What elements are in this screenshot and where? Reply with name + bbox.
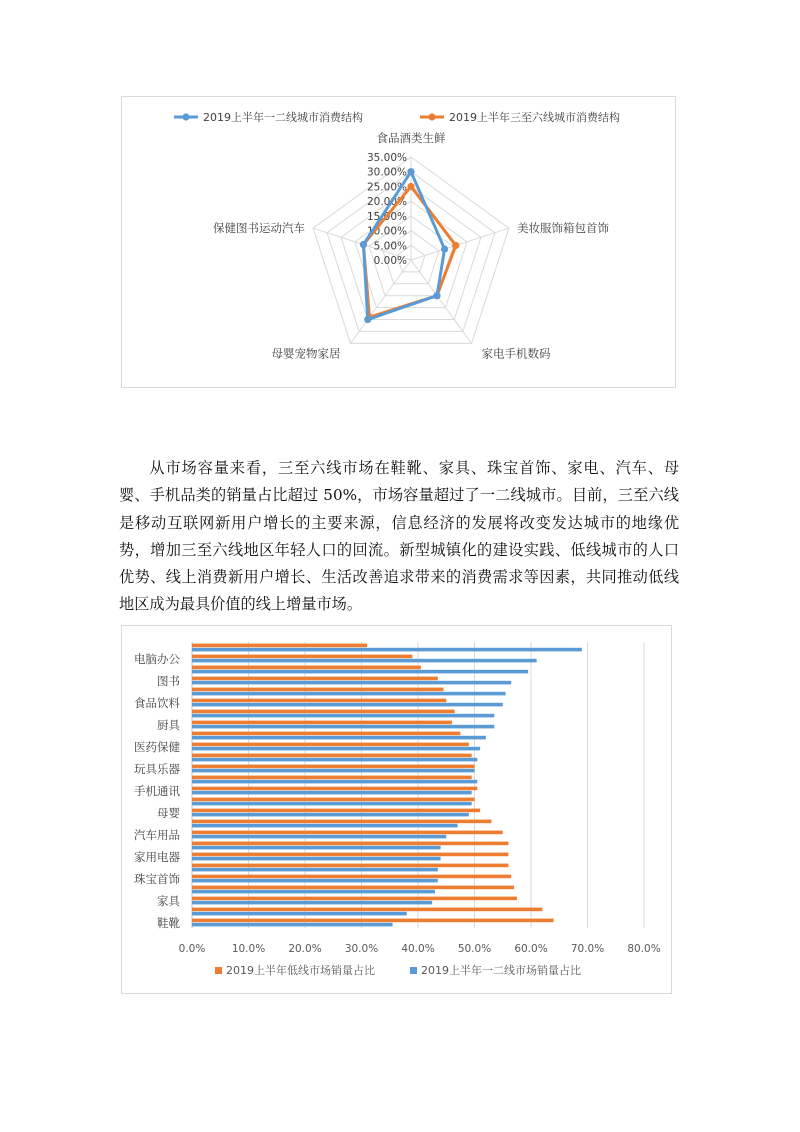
bar-x-tick-label: 10.0%: [231, 943, 266, 955]
bar-low-tier: [192, 798, 475, 802]
bar-top-tier: [192, 725, 494, 729]
bar-chart: [121, 625, 672, 994]
bar-low-tier: [192, 875, 511, 879]
bar-top-tier: [192, 879, 438, 883]
bar-grid: [192, 642, 644, 928]
body-paragraph: 从市场容量来看，三至六线市场在鞋靴、家具、珠宝首饰、家电、汽车、母婴、手机品类的销量占比超过 50%，市场容量超过了一二线城市。目前，三至六线是移动互联网新用户增长的主要来源，信息经济的发展将改变发达城市的地缘优势，增加三至六线地区年轻人口的回流。新型城镇化的建设实践、低线城市的人口优势、线上消费新用户增长、生活改善追求带来的消费需求等因素，共同推动低线地区成为最具价值的线上增量市场。: [119, 459, 679, 614]
bar-category-label: 图书: [157, 674, 180, 688]
bar-top-tier: [192, 758, 477, 762]
bar-low-tier: [192, 754, 472, 758]
bar-category-label: 手机通讯: [134, 784, 180, 798]
bar-top-tier: [192, 791, 472, 795]
legend-marker: [182, 113, 189, 120]
bar-low-tier: [192, 710, 455, 714]
bar-top-tier: [192, 912, 407, 916]
bar-category-label: 珠宝首饰: [134, 872, 180, 886]
bar-low-tier: [192, 699, 446, 703]
bar-low-tier: [192, 655, 412, 659]
bar-low-tier: [192, 831, 503, 835]
bar-category-labels: [134, 652, 180, 930]
legend-marker: [428, 113, 435, 120]
bar-low-tier: [192, 688, 443, 692]
radar-point: [452, 242, 459, 249]
bar-top-tier: [192, 857, 441, 861]
bar-low-tier: [192, 644, 367, 648]
bar-low-tier: [192, 919, 554, 923]
bar-low-tier: [192, 842, 508, 846]
bar-top-tier: [192, 802, 472, 806]
bar-low-tier: [192, 886, 514, 890]
radar-category-label: 母婴宠物家居: [271, 346, 341, 361]
bar-low-tier: [192, 743, 469, 747]
radar-tick-label: 10.00%: [366, 225, 407, 238]
bar-x-tick-labels: [179, 943, 661, 955]
radar-point: [433, 292, 440, 299]
bar-top-tier: [192, 835, 446, 839]
bar-legend: [215, 963, 581, 977]
bar-x-tick-label: 20.0%: [288, 943, 322, 955]
radar-point: [407, 168, 414, 175]
radar-tick-label: 0.00%: [373, 255, 407, 267]
bar-category-label: 食品饮料: [134, 696, 180, 710]
legend-label: 2019上半年一二线城市消费结构: [203, 111, 363, 124]
radar-point: [360, 241, 367, 248]
bar-top-tier: [192, 747, 480, 751]
legend-label: 2019上半年三至六线城市消费结构: [449, 111, 620, 124]
bar-category-label: 汽车用品: [134, 828, 180, 842]
radar-spoke: [350, 260, 411, 343]
radar-point: [364, 316, 371, 323]
radar-category-label: 保健图书运动汽车: [213, 221, 306, 236]
bar-series: [192, 644, 582, 927]
bar-x-tick-label: 40.0%: [401, 943, 435, 955]
bar-low-tier: [192, 677, 438, 681]
bar-category-label: 电脑办公: [134, 652, 180, 666]
bar-low-tier: [192, 820, 491, 824]
bar-top-tier: [192, 736, 486, 740]
bar-x-tick-label: 30.0%: [344, 943, 379, 955]
bar-top-tier: [192, 824, 458, 828]
bar-low-tier: [192, 666, 421, 670]
bar-top-tier: [192, 692, 506, 696]
bar-top-tier: [192, 813, 469, 817]
radar-category-label: 美妆服饰箱包首饰: [516, 221, 609, 236]
bar-category-label: 玩具乐器: [134, 762, 180, 776]
legend-swatch: [215, 967, 222, 974]
bar-category-label: 医药保健: [134, 740, 180, 754]
bar-low-tier: [192, 897, 517, 901]
radar-spoke: [411, 228, 509, 260]
bar-top-tier: [192, 901, 432, 905]
radar-chart: [121, 96, 676, 388]
bar-top-tier: [192, 703, 503, 707]
bar-chart-svg: [122, 626, 671, 993]
bar-top-tier: [192, 670, 528, 674]
bar-x-tick-label: 50.0%: [457, 943, 492, 955]
radar-chart-svg: [122, 97, 675, 387]
bar-x-tick-label: 60.0%: [514, 943, 548, 955]
radar-tick-label: 20.00%: [366, 196, 407, 209]
bar-top-tier: [192, 714, 494, 718]
bar-low-tier: [192, 908, 542, 912]
bar-top-tier: [192, 769, 475, 773]
bar-low-tier: [192, 787, 477, 791]
radar-category-label: 家电手机数码: [481, 346, 551, 361]
bar-low-tier: [192, 809, 480, 813]
legend-swatch: [410, 967, 417, 974]
bar-x-tick-label: 80.0%: [627, 943, 661, 955]
bar-category-label: 家具: [157, 894, 180, 908]
radar-point: [441, 245, 448, 252]
radar-tick-label: 30.00%: [366, 166, 407, 179]
bar-top-tier: [192, 868, 438, 872]
radar-tick-label: 35.00%: [366, 152, 407, 164]
bar-category-label: 厨具: [157, 718, 180, 732]
radar-point: [407, 183, 414, 190]
bar-x-tick-label: 70.0%: [570, 943, 605, 955]
radar-category-label: 食品酒类生鲜: [376, 131, 446, 145]
bar-top-tier: [192, 648, 582, 652]
bar-x-tick-label: 0.0%: [178, 943, 206, 955]
bar-low-tier: [192, 721, 452, 725]
legend-label: 2019上半年一二线市场销量占比: [421, 964, 581, 977]
bar-top-tier: [192, 681, 511, 685]
legend-label: 2019上半年低线市场销量占比: [226, 964, 375, 977]
bar-top-tier: [192, 890, 435, 894]
bar-low-tier: [192, 732, 460, 736]
bar-low-tier: [192, 776, 472, 780]
bar-low-tier: [192, 864, 508, 868]
bar-low-tier: [192, 853, 508, 857]
bar-category-label: 母婴: [157, 806, 180, 820]
bar-top-tier: [192, 846, 441, 850]
radar-tick-label: 15.00%: [366, 210, 407, 223]
bar-top-tier: [192, 659, 537, 663]
radar-tick-label: 5.00%: [373, 240, 407, 253]
radar-legend: [174, 110, 620, 124]
bar-low-tier: [192, 765, 475, 769]
bar-top-tier: [192, 780, 477, 784]
radar-tick-label: 25.00%: [366, 181, 407, 194]
bar-top-tier: [192, 923, 393, 927]
bar-category-label: 鞋靴: [157, 916, 180, 930]
bar-category-label: 家用电器: [134, 850, 180, 864]
